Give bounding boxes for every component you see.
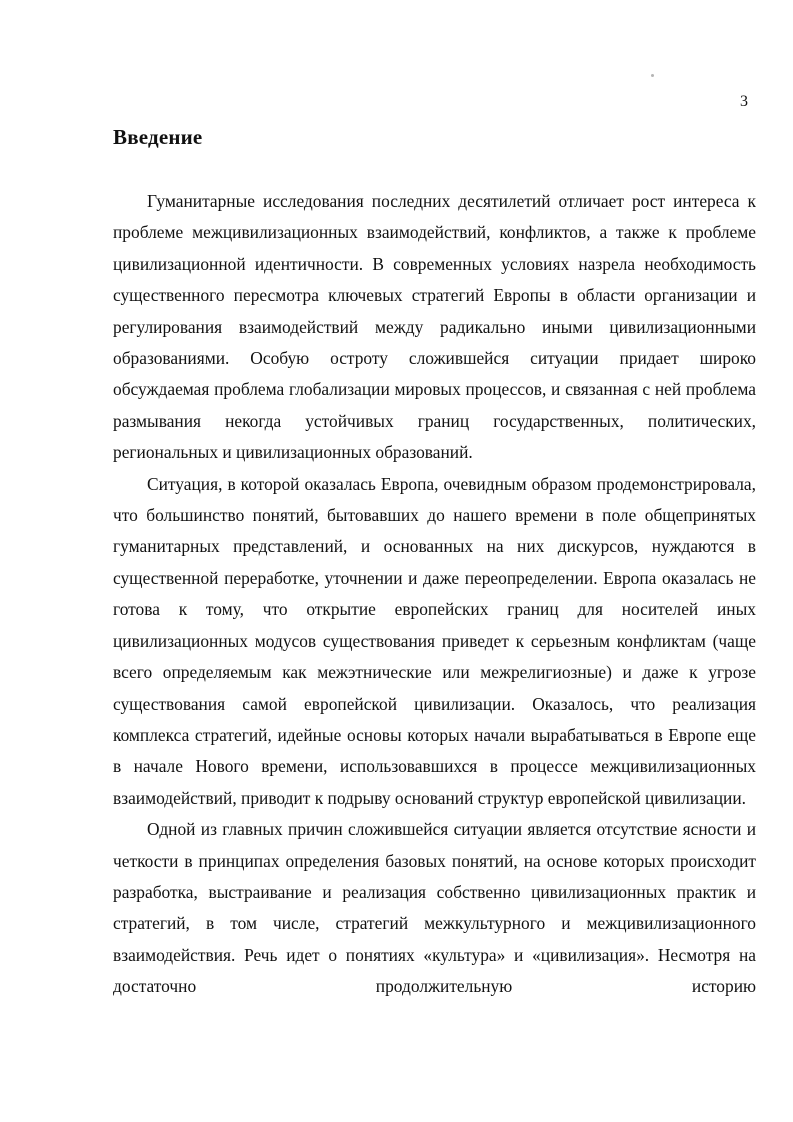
paragraph-1: Гуманитарные исследования последних десятилетий отличает рост интереса к проблеме межцивилизационных взаимодействий, конфликтов, а также к проблеме цивилизационной идентичности. В современных условиях назрела необходимость существенного пересмотра ключевых стратегий Европы в области организации и регулирования взаимодействий между радикально иными цивилизационными образованиями. Особую остроту сложившейся ситуации придает широко обсуждаемая проблема глобализации мировых процессов, и связанная с ней проблема размывания некогда устойчивых границ государственных, политических, региональных и цивилизационных образований.: [113, 191, 756, 463]
paragraph-2: Ситуация, в которой оказалась Европа, очевидным образом продемонстрировала, что большинство понятий, бытовавших до нашего времени в поле общепринятых гуманитарных представлений, и основанных на них дискурсов, нуждаются в существенной переработке, уточнении и даже переопределении. Европа оказалась не готова к тому, что открытие европейских границ для носителей иных цивилизационных модусов существования приведет к серьезным конфликтам (чаще всего определяемым как межэтнические или межрелигиозные) и даже к угрозе существования самой европейской цивилизации. Оказалось, что реализация комплекса стратегий, идейные основы которых начали вырабатываться в Европе еще в начале Нового времени, использовавшихся в процессе межцивилизационных взаимодействий, приводит к подрыву оснований структур европейской цивилизации.: [113, 473, 756, 808]
section-heading: Введение: [113, 125, 203, 149]
paragraph-3: Одной из главных причин сложившейся ситуации является отсутствие ясности и четкости в принципах определения базовых понятий, на основе которых происходит разработка, выстраивание и реализация собственно цивилизационных практик и стратегий, в том числе, стратегий межкультурного и межцивилизационного взаимодействия. Речь идет о понятиях «культура» и «цивилизация». Несмотря на достаточно продолжительную историю: [113, 819, 756, 997]
page-number: 3: [740, 93, 748, 110]
body-text: [113, 186, 756, 1003]
scan-speck: [651, 74, 654, 77]
